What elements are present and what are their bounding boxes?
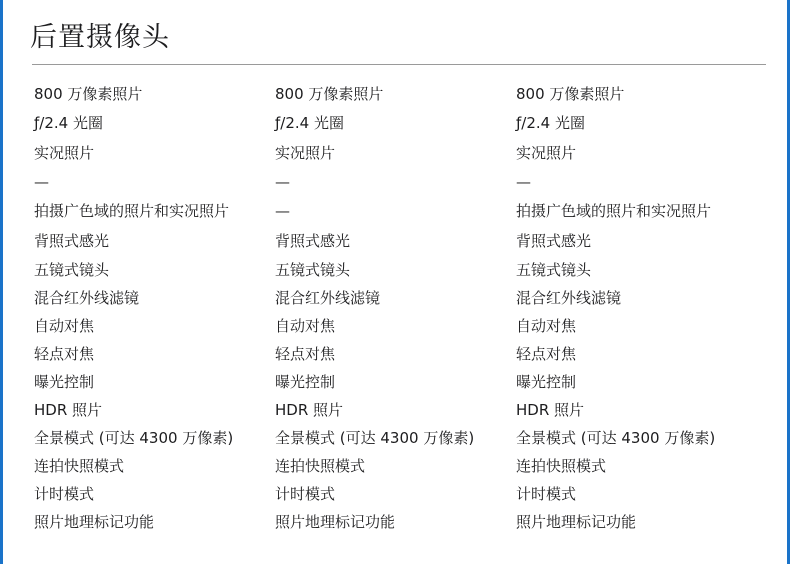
spec-item: 自动对焦 bbox=[275, 317, 336, 335]
spec-item: — bbox=[275, 202, 290, 220]
spec-item: 轻点对焦 bbox=[516, 345, 577, 363]
spec-item: 全景模式 (可达 4300 万像素) bbox=[275, 429, 475, 447]
spec-item: 实况照片 bbox=[34, 144, 95, 162]
spec-item: 照片地理标记功能 bbox=[275, 513, 396, 531]
spec-item: 背照式感光 bbox=[34, 232, 110, 250]
spec-item: ƒ/2.4 光圈 bbox=[275, 114, 344, 132]
spec-item: 实况照片 bbox=[516, 144, 577, 162]
spec-item: 自动对焦 bbox=[516, 317, 577, 335]
spec-item: HDR 照片 bbox=[34, 401, 103, 419]
spec-item: 计时模式 bbox=[34, 485, 95, 503]
spec-item: 照片地理标记功能 bbox=[34, 513, 155, 531]
spec-item: — bbox=[275, 173, 290, 191]
spec-item: 混合红外线滤镜 bbox=[275, 289, 381, 307]
spec-item: 800 万像素照片 bbox=[275, 85, 384, 103]
spec-item: 照片地理标记功能 bbox=[516, 513, 637, 531]
spec-column-2 bbox=[275, 80, 515, 536]
spec-item: — bbox=[34, 173, 49, 191]
spec-item: 曝光控制 bbox=[34, 373, 95, 391]
spec-item: 800 万像素照片 bbox=[34, 85, 143, 103]
section-title: 后置摄像头 bbox=[30, 22, 170, 53]
spec-item: 混合红外线滤镜 bbox=[34, 289, 140, 307]
spec-item: 800 万像素照片 bbox=[516, 85, 625, 103]
spec-column-1 bbox=[34, 80, 274, 536]
spec-item: 曝光控制 bbox=[516, 373, 577, 391]
spec-item: ƒ/2.4 光圈 bbox=[516, 114, 585, 132]
spec-item: 五镜式镜头 bbox=[516, 261, 592, 279]
spec-item: 全景模式 (可达 4300 万像素) bbox=[516, 429, 716, 447]
spec-item: 背照式感光 bbox=[275, 232, 351, 250]
spec-item: 轻点对焦 bbox=[34, 345, 95, 363]
spec-item: 曝光控制 bbox=[275, 373, 336, 391]
spec-column-3 bbox=[516, 80, 756, 536]
spec-item: 轻点对焦 bbox=[275, 345, 336, 363]
spec-item: 全景模式 (可达 4300 万像素) bbox=[34, 429, 234, 447]
spec-item: 实况照片 bbox=[275, 144, 336, 162]
spec-item: 背照式感光 bbox=[516, 232, 592, 250]
spec-item: 混合红外线滤镜 bbox=[516, 289, 622, 307]
spec-item: 拍摄广色域的照片和实况照片 bbox=[516, 202, 712, 220]
spec-item: 计时模式 bbox=[516, 485, 577, 503]
spec-item: 五镜式镜头 bbox=[34, 261, 110, 279]
spec-item: HDR 照片 bbox=[275, 401, 344, 419]
spec-item: 计时模式 bbox=[275, 485, 336, 503]
spec-item: ƒ/2.4 光圈 bbox=[34, 114, 103, 132]
spec-item: 五镜式镜头 bbox=[275, 261, 351, 279]
spec-item: 连拍快照模式 bbox=[34, 457, 125, 475]
section-divider bbox=[32, 64, 766, 65]
spec-item: 拍摄广色域的照片和实况照片 bbox=[34, 202, 230, 220]
spec-item: 连拍快照模式 bbox=[516, 457, 607, 475]
spec-item: — bbox=[516, 173, 531, 191]
spec-item: HDR 照片 bbox=[516, 401, 585, 419]
spec-item: 连拍快照模式 bbox=[275, 457, 366, 475]
spec-item: 自动对焦 bbox=[34, 317, 95, 335]
